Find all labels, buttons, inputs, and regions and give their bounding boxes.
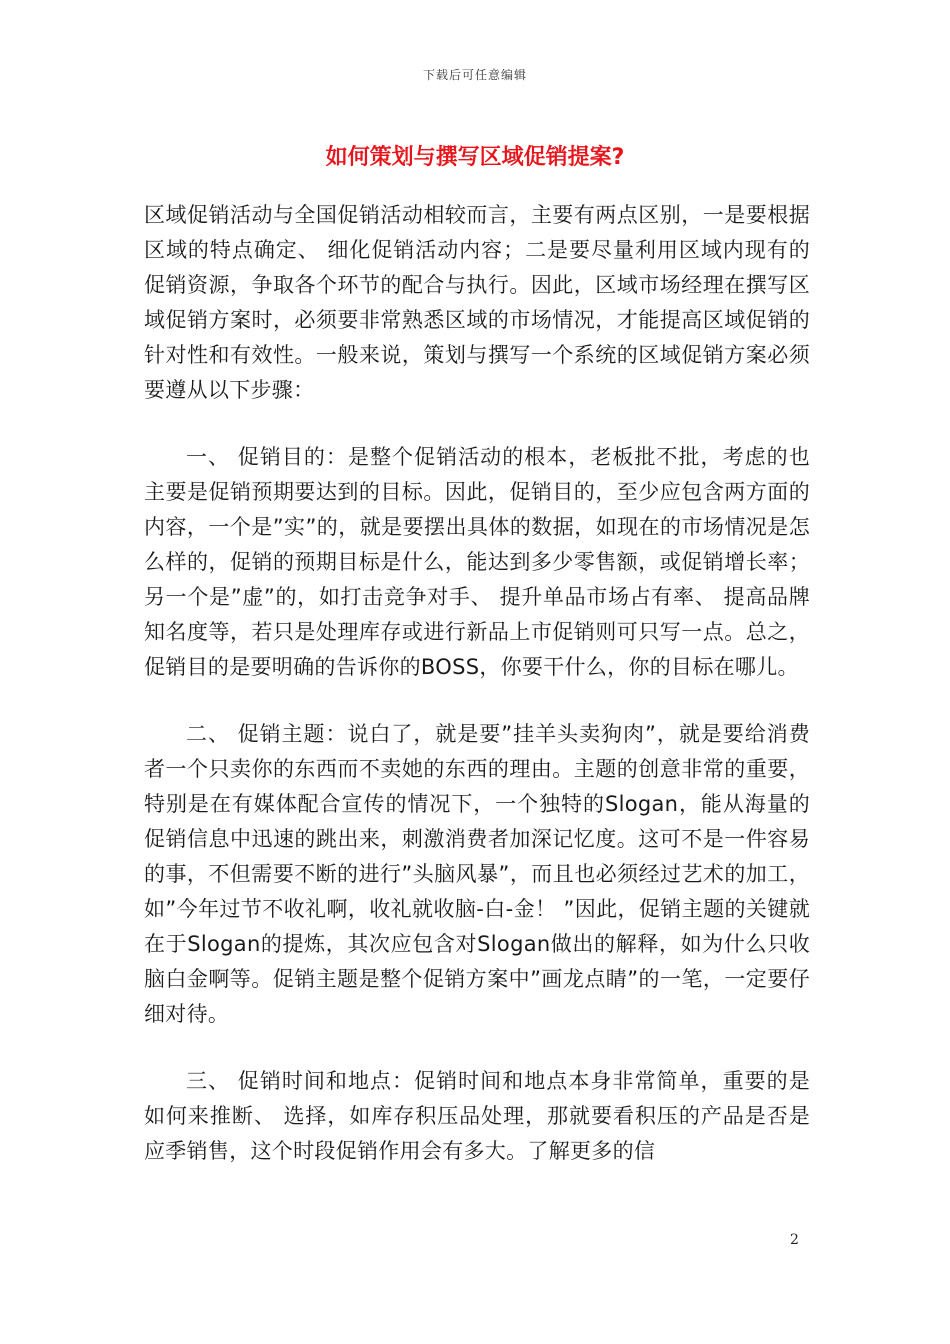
header-note: 下载后可任意编辑 [422, 68, 527, 82]
paragraph-section-1: 一、 促销目的：是整个促销活动的根本，老板批不批，考虑的也主要是促销预期要达到的目标。因此，促销目的，至少应包含两方面的内容，一个是”实”的，就是要摆出具体的数据，如现在的市场情况是怎么样的，促销的预期目标是什么，能达到多少零售额，或促销增长率；另一个是”虚”的，如打击竞争对手、 提升单品市场占有率、 提高品牌知名度等，若只是处理库存或进行新品上市促销则可只写一点。总之，促销目的是要明确的告诉你的BOSS，你要干什么，你的目标在哪儿。 [144, 445, 810, 679]
page-number: 2 [790, 1232, 799, 1248]
paragraph-section-2: 二、 促销主题：说白了，就是要”挂羊头卖狗肉”，就是要给消费者一个只卖你的东西而不卖她的东西的理由。主题的创意非常的重要，特别是在有媒体配合宣传的情况下，一个独特的Slogan，能从海量的促销信息中迅速的跳出来，刺激消费者加深记忆度。这可不是一件容易的事，不但需要不断的进行”头脑风暴”，而且也必须经过艺术的加工，如”今年过节不收礼啊，收礼就收脑-白-金！ ”因此，促销主题的关键就在于Slogan的提炼，其次应包含对Slogan做出的解释，如为什么只收脑白金啊等。促销主题是整个促销方案中”画龙点睛”的一笔，一定要仔细对待。 [144, 722, 810, 1026]
document-title: 如何策划与撰写区域促销提案? [325, 145, 625, 170]
paragraph-intro: 区域促销活动与全国促销活动相较而言，主要有两点区别，一是要根据区域的特点确定、 细化促销活动内容；二是要尽量利用区域内现有的促销资源，争取各个环节的配合与执行。因此，区域市场经理在撰写区域促销方案时，必须要非常熟悉区域的市场情况，才能提高区域促销的针对性和有效性。一般来说，策划与撰写一个系统的区域促销方案必须要遵从以下步骤： [144, 203, 810, 402]
document-body [144, 198, 810, 1201]
paragraph-section-3: 三、 促销时间和地点：促销时间和地点本身非常简单，重要的是如何来推断、 选择，如库存积压品处理，那就要看积压的产品是否是应季销售，这个时段促销作用会有多大。了解更多的信 [144, 1069, 810, 1163]
